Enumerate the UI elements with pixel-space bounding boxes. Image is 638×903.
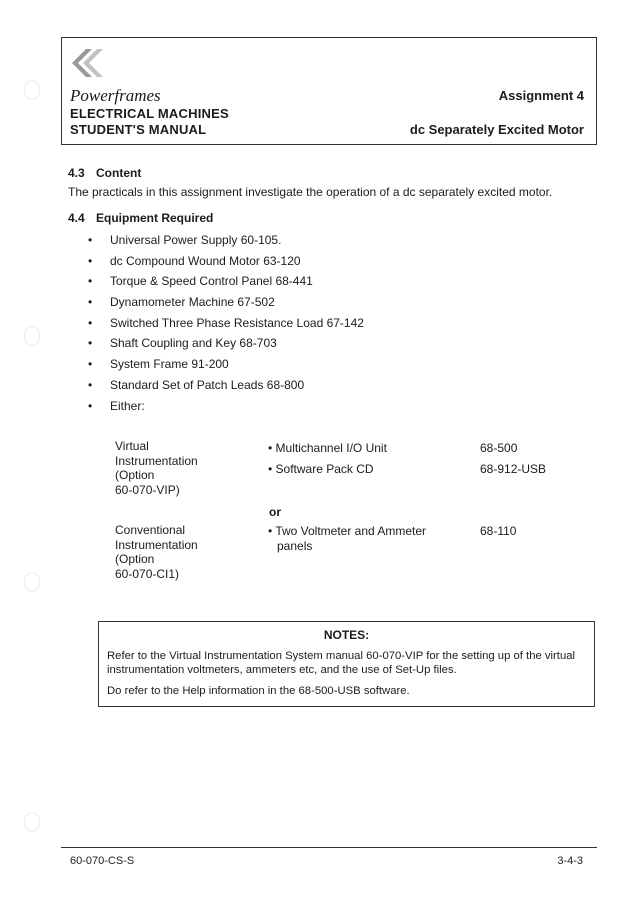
section-number: 4.4 — [68, 211, 85, 225]
assignment-number: Assignment 4 — [498, 88, 584, 103]
bullet: • — [88, 357, 93, 372]
page-number: 3-4-3 — [557, 855, 583, 867]
or-separator: or — [269, 505, 281, 519]
notes-paragraph: Do refer to the Help information in the 68-500-USB software. — [107, 685, 410, 697]
list-item: • System Frame 91-200 — [88, 354, 364, 375]
list-item: • Dynamometer Machine 67-502 — [88, 292, 364, 313]
virtual-option-label: Virtual Instrumentation (Option 60-070-VIP) — [115, 439, 198, 497]
conventional-option-item: • Two Voltmeter and Ammeter panels — [268, 524, 427, 553]
virtual-option-item: • Multichannel I/O Unit — [268, 441, 387, 455]
section-title: Content — [96, 166, 142, 180]
powerframes-logo-icon — [70, 46, 104, 80]
manual-title: ELECTRICAL MACHINES — [70, 106, 229, 121]
bullet: • — [88, 274, 93, 289]
assignment-subject: dc Separately Excited Motor — [409, 122, 584, 137]
notes-title: NOTES: — [323, 628, 370, 642]
bullet: • — [88, 398, 93, 413]
list-item: • Universal Power Supply 60-105. — [88, 230, 364, 251]
bullet: • — [88, 315, 93, 330]
conventional-option-label: Conventional Instrumentation (Option 60-070-CI1) — [115, 523, 198, 581]
manual-subtitle: STUDENT'S MANUAL — [70, 122, 207, 137]
section-heading-equipment — [68, 211, 213, 225]
punch-hole-mark — [24, 80, 40, 100]
bullet: • — [88, 336, 93, 351]
list-item: • Standard Set of Patch Leads 68-800 — [88, 375, 364, 396]
conventional-option-code: 68-110 — [480, 524, 517, 538]
section-heading-content — [68, 166, 141, 180]
bullet: • — [88, 377, 93, 392]
punch-hole-mark — [24, 326, 40, 346]
list-item: • Shaft Coupling and Key 68-703 — [88, 333, 364, 354]
notes-paragraph: Refer to the Virtual Instrumentation System manual 60-070-VIP for the setting up of the virtual instrumentation voltmeters, ammeters etc, and the use of Set-Up files. — [107, 650, 576, 676]
bullet: • — [88, 295, 93, 310]
brand-name: Powerframes — [70, 86, 161, 105]
footer-divider — [61, 847, 597, 848]
bullet: • — [88, 233, 93, 247]
document-code: 60-070-CS-S — [70, 855, 135, 867]
list-item: • dc Compound Wound Motor 63-120 — [88, 251, 364, 272]
content-paragraph: The practicals in this assignment investigate the operation of a dc separately excited motor. — [68, 185, 553, 199]
virtual-option-item: • Software Pack CD — [268, 462, 374, 476]
equipment-list — [88, 230, 364, 416]
punch-hole-mark — [24, 572, 40, 592]
list-item: • Torque & Speed Control Panel 68-441 — [88, 271, 364, 292]
section-title: Equipment Required — [96, 211, 214, 225]
list-item: • Either: — [88, 396, 364, 417]
punch-hole-mark — [24, 812, 40, 832]
bullet: • — [88, 253, 93, 268]
list-item: • Switched Three Phase Resistance Load 67-142 — [88, 313, 364, 334]
virtual-option-code: 68-912-USB — [480, 462, 547, 476]
notes-box — [98, 621, 595, 707]
header-box — [61, 37, 597, 145]
virtual-option-code: 68-500 — [480, 441, 518, 455]
section-number: 4.3 — [68, 166, 85, 180]
